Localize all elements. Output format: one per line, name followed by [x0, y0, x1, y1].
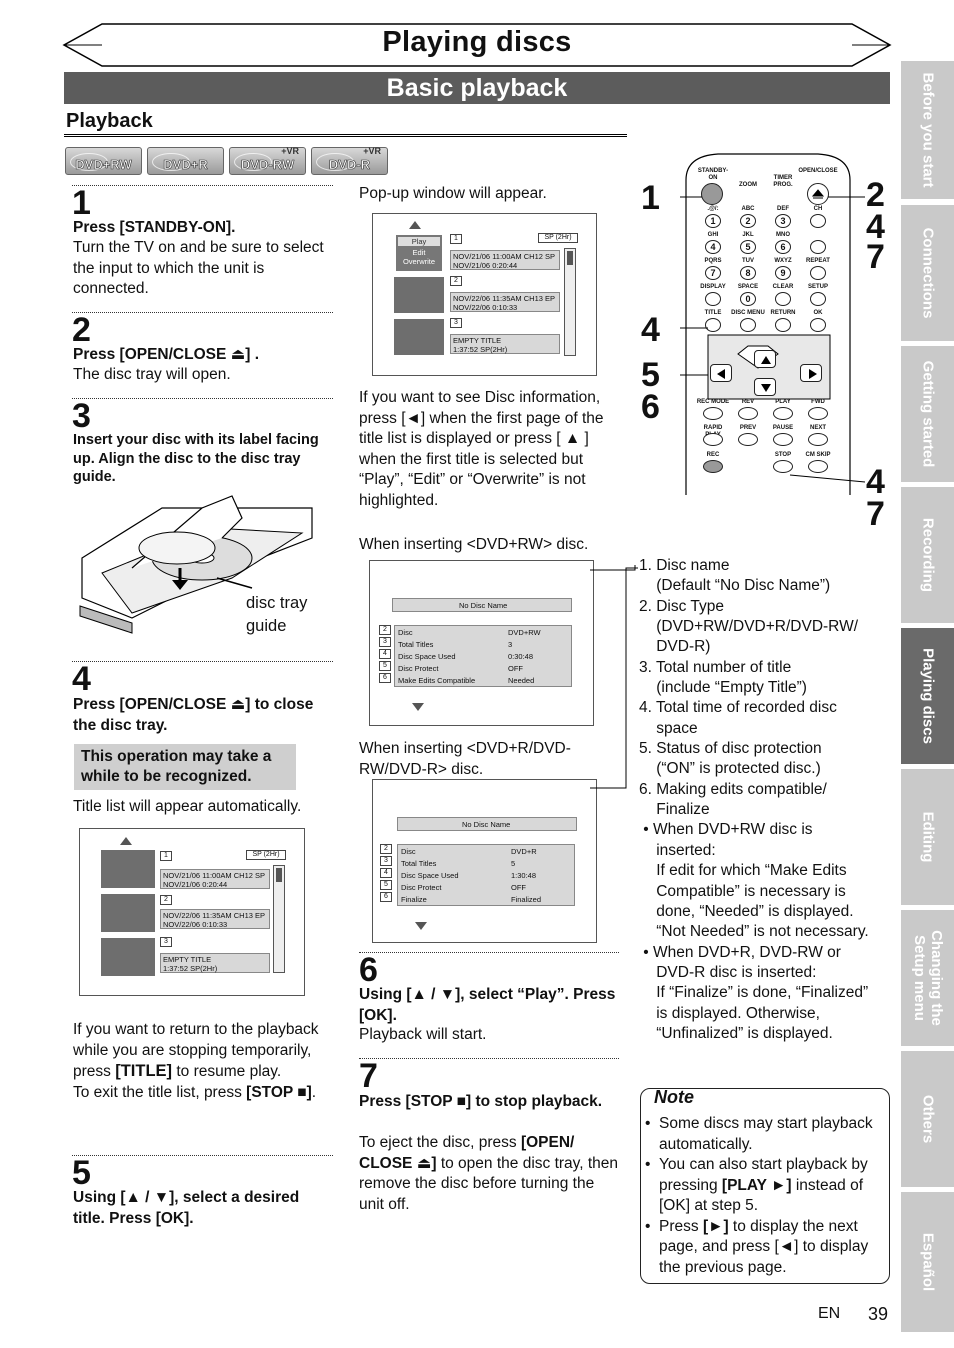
disc-info-rw-screen — [369, 560, 594, 726]
remote-key-label: PQRS — [704, 258, 722, 264]
divider — [72, 312, 333, 313]
remote-key-label: WXYZ — [774, 258, 792, 264]
disc-info-legend — [639, 556, 899, 1044]
remote-key-label: DEF — [777, 206, 789, 212]
info-line: “Unfinalized” is displayed. — [639, 1024, 833, 1042]
disc-info-instructions: If you want to see Disc information, press [◄] when the first page of the title list is displayed or press [ ▲ ] when the first title is selected but “Play”, “Edit” or “Overwrite” is not highlighted. — [359, 389, 604, 509]
page-number: 39 — [868, 1304, 889, 1324]
divider — [359, 1058, 619, 1059]
dvd-r-caption: When inserting <DVD+R/DVD-RW/DVD-R> disc. — [359, 740, 571, 778]
step-2-body: The disc tray will open. — [73, 366, 231, 383]
tab-playing-discs[interactable]: Playing discs — [901, 628, 954, 764]
remote-key-label: OK — [813, 310, 823, 316]
title-row-2[interactable]: NOV/22/06 11:35AM CH13 EP NOV/22/06 0:10:33 — [450, 292, 560, 312]
remote-key-label: CM SKIP — [805, 452, 831, 458]
info-line: 4. Total time of recorded disc — [639, 699, 837, 717]
scroll-up-icon — [409, 221, 421, 229]
info-line: (DVD+RW/DVD+R/DVD-RW/ — [639, 618, 859, 636]
info-line: 3. Total number of title — [639, 658, 792, 676]
badge-dvd-minus-r: +VR DVD-R — [311, 147, 388, 175]
info-line: 5. Status of disc protection — [639, 740, 822, 758]
step-7-number: 7 — [359, 1057, 378, 1095]
remote-button-space[interactable]: 0 — [740, 292, 756, 306]
badge-dvd-minus-rw: +VR DVD-RW — [229, 147, 306, 175]
standby-label: STANDBY-ON — [697, 168, 729, 181]
tab-before-you-start[interactable]: Before you start — [901, 61, 954, 199]
disc-info-table: Disc DVD+RW Total Titles 3 Disc Space Used 0:30:48 Disc Protect OFF Make Edits Compatible Needed — [394, 625, 572, 687]
step-4-heading: Press [OPEN/CLOSE ⏏] to close the disc tray. — [73, 696, 314, 734]
thumbnail — [100, 937, 156, 977]
title-num: 2 — [450, 276, 462, 286]
step-3-heading: Insert your disc with its label facing up. Align the disc to the disc tray guide. — [73, 432, 319, 485]
info-line: space — [639, 719, 698, 737]
info-line: 2. Disc Type — [639, 597, 725, 615]
timer-label: TIMER PROG. — [773, 175, 793, 188]
remote-button-k3[interactable]: 3 — [775, 214, 791, 228]
info-line: • When DVD+RW disc is — [639, 821, 813, 839]
popup-overwrite[interactable]: Overwrite — [402, 257, 436, 266]
remote-key-label: REPEAT — [806, 258, 830, 264]
remote-key-label: TUV — [742, 258, 754, 264]
scrollbar[interactable] — [273, 865, 285, 973]
callout-leader-lines — [660, 185, 870, 485]
callout-2: 2 — [866, 176, 885, 214]
tab-others[interactable]: Others — [901, 1051, 954, 1187]
remote-key-label: FWD — [811, 399, 825, 405]
remote-key-label: PLAY — [775, 399, 791, 405]
callout-4c: 4 — [866, 463, 885, 501]
title-row-3[interactable]: EMPTY TITLE 1:37:52 SP(2Hr) — [160, 953, 270, 973]
remote-key-label: MNO — [776, 232, 790, 238]
step-7-heading: Press [STOP ■] to stop playback. — [359, 1093, 603, 1110]
title-row-2[interactable]: NOV/22/06 11:35AM CH13 EP NOV/22/06 0:10:33 — [160, 909, 270, 929]
remote-button-k8[interactable]: 8 — [740, 266, 756, 280]
disc-tray-guide-caption: disc tray guide — [246, 594, 308, 635]
disc-info-r-screen — [372, 779, 597, 943]
step-4-notice: This operation may take a while to be recognized. — [74, 744, 296, 790]
remote-key-label: REV — [741, 399, 755, 405]
step-6-number: 6 — [359, 951, 378, 989]
divider — [72, 185, 333, 186]
title-num: 1 — [160, 851, 172, 861]
remote-button-k6[interactable]: 6 — [775, 240, 791, 254]
callout-6: 6 — [641, 388, 660, 426]
title-num: 3 — [450, 318, 462, 328]
page-title: Playing discs — [382, 26, 572, 58]
scroll-down-icon — [412, 703, 424, 711]
section-heading: Playback — [66, 110, 153, 132]
step-7-body: To eject the disc, press [OPEN/ CLOSE ⏏] to open the disc tray, then remove the disc before turning the unit off. — [359, 1134, 619, 1213]
tab-getting-started[interactable]: Getting started — [901, 346, 954, 482]
badge-dvd-rw: DVD+RW — [65, 147, 142, 175]
step-5-number: 5 — [72, 1154, 91, 1192]
remote-key-label: ABC — [741, 206, 755, 212]
popup-caption: Pop-up window will appear. — [359, 185, 547, 202]
info-line: DVD-R disc is inserted: — [639, 963, 817, 981]
info-line: is displayed. Otherwise, — [639, 1004, 820, 1022]
remote-button-k1[interactable]: 1 — [705, 214, 721, 228]
tab-editing[interactable]: Editing — [901, 769, 954, 905]
callout-5: 5 — [641, 356, 660, 394]
footer-lang: EN — [818, 1305, 841, 1322]
disc-name-field[interactable]: No Disc Name — [397, 817, 577, 831]
step-2-heading: Press [OPEN/CLOSE ⏏] . — [73, 346, 260, 363]
divider — [72, 1155, 333, 1156]
remote-key-label: SPACE — [737, 284, 759, 290]
popup-menu — [395, 234, 443, 272]
record-mode: SP (2Hr) — [538, 233, 578, 243]
info-line: inserted: — [639, 841, 716, 859]
note-list — [645, 1114, 883, 1278]
info-line: • When DVD+R, DVD-RW or — [639, 943, 841, 961]
record-mode: SP (2Hr) — [246, 850, 286, 860]
remote-key-label: GHI — [707, 232, 719, 238]
scroll-up-icon — [120, 837, 132, 845]
step-5-heading: Using [▲ / ▼], select a desired title. Press [OK]. — [73, 1189, 300, 1227]
step-2-number: 2 — [72, 311, 91, 349]
heading-rule — [64, 134, 627, 137]
remote-key-label: RAPID — [703, 425, 723, 431]
remote-button-k5[interactable]: 5 — [740, 240, 756, 254]
disc-name-field[interactable]: No Disc Name — [392, 598, 572, 612]
info-line: 6. Making edits compatible/ — [639, 780, 827, 798]
remote-key-label: CH — [813, 206, 823, 212]
remote-key-label: PAUSE — [772, 425, 794, 431]
info-line: done, “Needed” is displayed. — [639, 902, 854, 920]
note-item: • You can also start playback by pressing [PLAY ►] instead of [OK] at step 5. — [645, 1156, 868, 1214]
popup-play[interactable]: Play — [398, 237, 440, 246]
info-numbers: 2 3 4 5 6 — [380, 844, 394, 906]
title-num: 3 — [160, 937, 172, 947]
step-1-body: Turn the TV on and be sure to select the input to which the unit is connected. — [73, 239, 324, 297]
remote-key-label: REC — [706, 452, 720, 458]
dvd-rw-caption: When inserting <DVD+RW> disc. — [359, 536, 589, 553]
remote-key-label: REC MODE — [696, 399, 730, 405]
step-6-heading: Using [▲ / ▼], select “Play”. Press [OK]. — [359, 986, 616, 1024]
info-line: “Not Needed” is not necessary. — [639, 923, 869, 941]
remote-button-k4[interactable]: 4 — [705, 240, 721, 254]
open-close-label: OPEN/CLOSE — [798, 168, 838, 174]
disc-badges — [65, 147, 388, 175]
thumbnail — [393, 318, 445, 356]
divider — [72, 398, 333, 399]
zoom-label: ZOOM — [739, 182, 757, 188]
callout-7a: 7 — [866, 238, 885, 276]
popup-edit[interactable]: Edit — [412, 248, 426, 257]
note-item: • Some discs may start playback automatically. — [645, 1115, 873, 1153]
info-numbers: 2 3 4 5 6 — [379, 625, 393, 687]
divider — [72, 661, 333, 662]
callout-4b: 4 — [641, 311, 660, 349]
remote-button-k2[interactable]: 2 — [740, 214, 756, 228]
info-line: (“ON” is protected disc.) — [639, 760, 821, 778]
step-1-heading: Press [STANDBY-ON]. — [73, 219, 236, 236]
disc-info-table: Disc DVD+R Total Titles 5 Disc Space Used 1:30:48 Disc Protect OFF Finalize Finalized — [397, 844, 575, 906]
remote-key-label: CLEAR — [772, 284, 794, 290]
tab-espanol[interactable]: Español — [901, 1192, 954, 1332]
remote-key-label: SETUP — [807, 284, 828, 290]
title-row-3[interactable]: EMPTY TITLE 1:37:52 SP(2Hr) — [450, 334, 560, 354]
thumbnail — [100, 893, 156, 933]
remote-key-label: STOP — [774, 452, 792, 458]
section-banner: Basic playback — [64, 72, 890, 104]
scrollbar[interactable] — [564, 248, 576, 356]
remote-key-label: NEXT — [809, 425, 826, 431]
callout-7b: 7 — [866, 495, 885, 533]
title-row-1[interactable]: NOV/21/06 11:00AM CH12 SP NOV/21/06 0:20:44 — [160, 869, 270, 889]
info-line: (include “Empty Title”) — [639, 679, 807, 697]
title-num: 2 — [160, 895, 172, 905]
remote-button-k7[interactable]: 7 — [705, 266, 721, 280]
remote-key-label: DISC MENU — [731, 310, 765, 316]
tab-connections[interactable]: Connections — [901, 205, 954, 341]
info-line: If edit for which “Make Edits — [639, 862, 847, 880]
step-3-number: 3 — [72, 397, 91, 435]
connector-lines — [590, 560, 640, 792]
info-line: If “Finalize” is done, “Finalized” — [639, 984, 869, 1002]
callout-4a: 4 — [866, 208, 885, 246]
note-item: • Press [►] to display the next page, and press [◄] to display the previous page. — [645, 1217, 869, 1276]
remote-key-label: TITLE — [704, 310, 722, 316]
info-line: 1. Disc name — [639, 557, 730, 574]
step-4-number: 4 — [72, 660, 91, 698]
step-6-body: Playback will start. — [359, 1026, 487, 1043]
remote-button-k9[interactable]: 9 — [775, 266, 791, 280]
title-num: 1 — [450, 234, 462, 244]
note-title: Note — [654, 1087, 694, 1107]
info-line: DVD-R) — [639, 638, 711, 656]
step-1-number: 1 — [72, 184, 91, 222]
callout-1: 1 — [641, 179, 660, 217]
step-4-after: Title list will appear automatically. — [73, 798, 302, 815]
thumbnail — [393, 276, 445, 314]
remote-key-label: PREV — [739, 425, 757, 431]
thumbnail — [100, 849, 156, 889]
remote-key-label: JKL — [742, 232, 754, 238]
divider — [359, 952, 619, 953]
tab-recording[interactable]: Recording — [901, 487, 954, 623]
remote-key-label: DISPLAY — [700, 284, 726, 290]
remote-key-label: .@/: — [707, 206, 719, 212]
popup-screen — [372, 213, 597, 376]
info-line: Compatible” is necessary is — [639, 882, 846, 900]
title-banner — [62, 22, 892, 68]
tab-changing-setup[interactable]: Changing the Setup menu — [901, 910, 954, 1046]
title-list-screen — [79, 828, 305, 996]
return-instructions: If you want to return to the playback while you are stopping temporarily, press [TITLE] to resume play. To exit the title list, press [STOP ■]. — [73, 1021, 319, 1101]
badge-dvd-r: DVD+R — [147, 147, 224, 175]
info-line: Finalize — [639, 801, 710, 819]
scroll-down-icon — [415, 922, 427, 930]
remote-key-label: RETURN — [770, 310, 796, 316]
title-row-1[interactable]: NOV/21/06 11:00AM CH12 SP NOV/21/06 0:20:44 — [450, 250, 560, 270]
info-line: (Default “No Disc Name”) — [639, 577, 831, 595]
